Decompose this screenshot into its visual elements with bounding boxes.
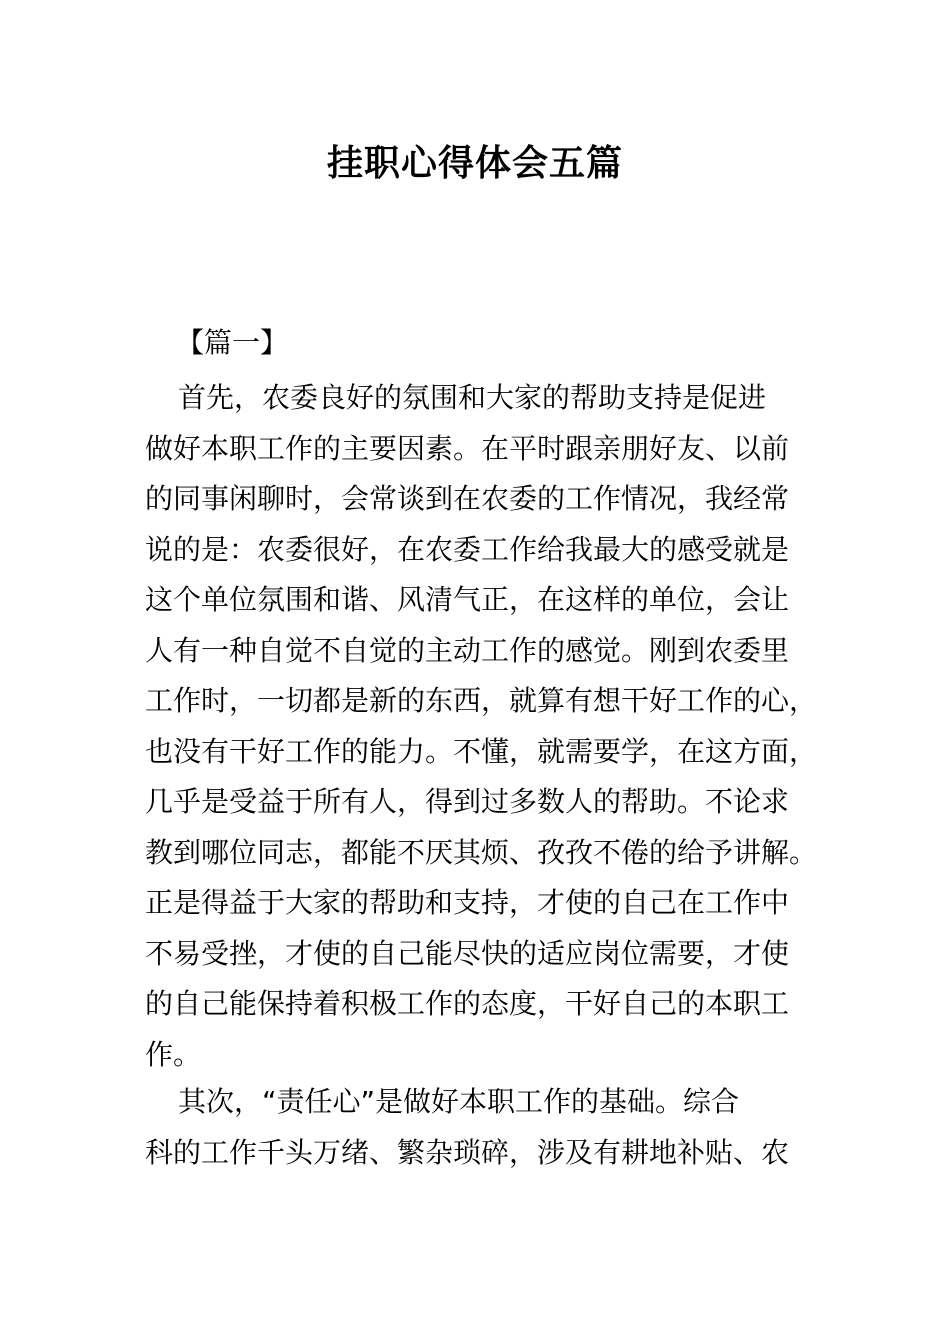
paragraph-line: 人有一种自觉不自觉的主动工作的感觉。刚到农委里 xyxy=(145,633,790,667)
paragraph-line: 作。 xyxy=(145,1037,202,1071)
paragraph-line: 做好本职工作的主要因素。在平时跟亲朋好友、以前 xyxy=(145,431,790,465)
paragraph-line: 不易受挫，才使的自己能尽快的适应岗位需要，才使 xyxy=(145,936,790,970)
paragraph-line: 这个单位氛围和谐、风清气正，在这样的单位，会让 xyxy=(145,583,790,616)
paragraph-1 xyxy=(145,373,825,1080)
paragraph-2 xyxy=(145,1077,825,1178)
paragraph-line: 工作时，一切都是新的东西，就算有想干好工作的心， xyxy=(145,684,818,717)
paragraph-line: 的自己能保持着积极工作的态度，干好自己的本职工 xyxy=(145,987,790,1020)
paragraph-line: 科的工作千头万绪、繁杂琐碎，涉及有耕地补贴、农 xyxy=(145,1135,790,1169)
section-heading: 【篇一】 xyxy=(176,326,289,359)
document-title: 挂职心得体会五篇 xyxy=(326,143,623,184)
paragraph-line: 正是得益于大家的帮助和支持，才使的自己在工作中 xyxy=(145,886,790,919)
paragraph-line: 教到哪位同志，都能不厌其烦、孜孜不倦的给予讲解。 xyxy=(145,835,818,869)
paragraph-line: 也没有干好工作的能力。不懂，就需要学，在这方面， xyxy=(145,734,818,768)
paragraph-line: 说的是：农委很好，在农委工作给我最大的感受就是 xyxy=(145,532,790,566)
paragraph-line: 的同事闲聊时，会常谈到在农委的工作情况，我经常 xyxy=(145,482,790,515)
paragraph-line: 几乎是受益于所有人，得到过多数人的帮助。不论求 xyxy=(145,785,790,818)
paragraph-line: 首先，农委良好的氛围和大家的帮助支持是促进 xyxy=(178,381,767,414)
paragraph-line: 其次，“责任心”是做好本职工作的基础。综合 xyxy=(178,1085,740,1118)
